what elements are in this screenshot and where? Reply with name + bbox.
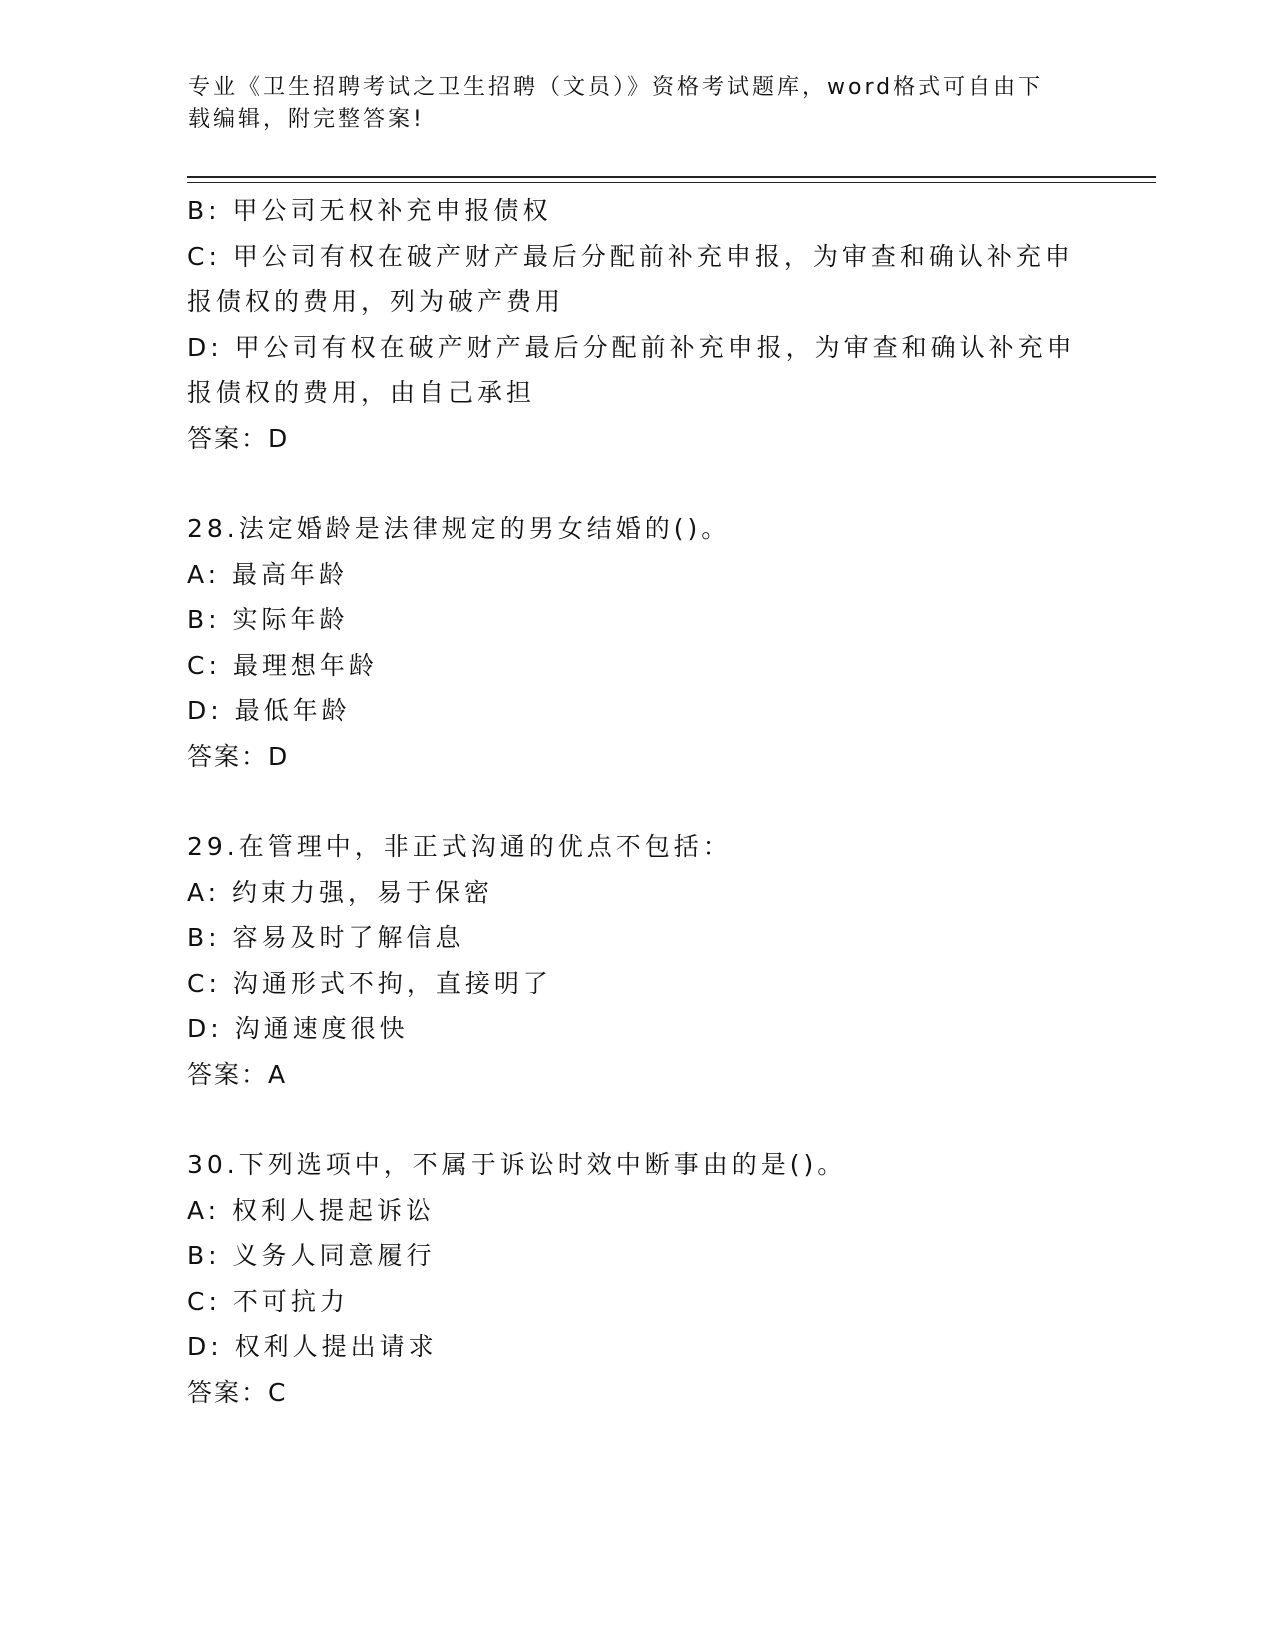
option-a: A: 权利人提起诉讼 [187,1195,436,1225]
question-stem: 28.法定婚龄是法律规定的男女结婚的()。 [187,514,731,543]
option-b: B: 甲公司无权补充申报债权 [187,196,552,225]
option-a: A: 约束力强，易于保密 [187,877,494,907]
document-body [187,188,1087,1415]
option-b: B: 义务人同意履行 [187,1241,436,1270]
spacer [187,779,1087,824]
option-d: D: 甲公司有权在破产财产最后分配前补充申报，为审查和确认补充申报债权的费用，由自己承担 [187,332,1076,407]
question-29-block [187,824,1087,1097]
question-stem: 30.下列选项中，不属于诉讼时效中断事由的是()。 [187,1150,847,1179]
question-28-block [187,506,1087,779]
option-b: B: 实际年龄 [187,605,349,634]
option-c: C: 最理想年龄 [187,650,378,680]
spacer [187,1097,1087,1142]
option-c: C: 沟通形式不拘，直接明了 [187,968,552,998]
answer-line: 答案：A [187,1059,288,1089]
question-27-block [187,188,1087,461]
question-stem: 29.在管理中，非正式沟通的优点不包括： [187,832,732,861]
option-a: A: 最高年龄 [187,559,349,589]
answer-line: 答案：C [187,1377,288,1407]
option-d: D: 沟通速度很快 [187,1014,409,1043]
option-c: C: 不可抗力 [187,1286,349,1316]
document-header: 专业《卫生招聘考试之卫生招聘（文员）》资格考试题库，word格式可自由下载编辑，附完整答案! [188,75,1044,132]
option-c: C: 甲公司有权在破产财产最后分配前补充申报，为审查和确认补充申报债权的费用，列为破产费用 [187,241,1074,316]
option-d: D: 最低年龄 [187,696,351,725]
answer-line: 答案：D [187,741,290,771]
answer-line: 答案：D [187,423,290,453]
option-b: B: 容易及时了解信息 [187,923,465,952]
option-d: D: 权利人提出请求 [187,1332,438,1361]
spacer [187,461,1087,506]
question-30-block [187,1142,1087,1415]
header-rule-thick [187,176,1156,178]
header-rule-thin [187,182,1156,183]
